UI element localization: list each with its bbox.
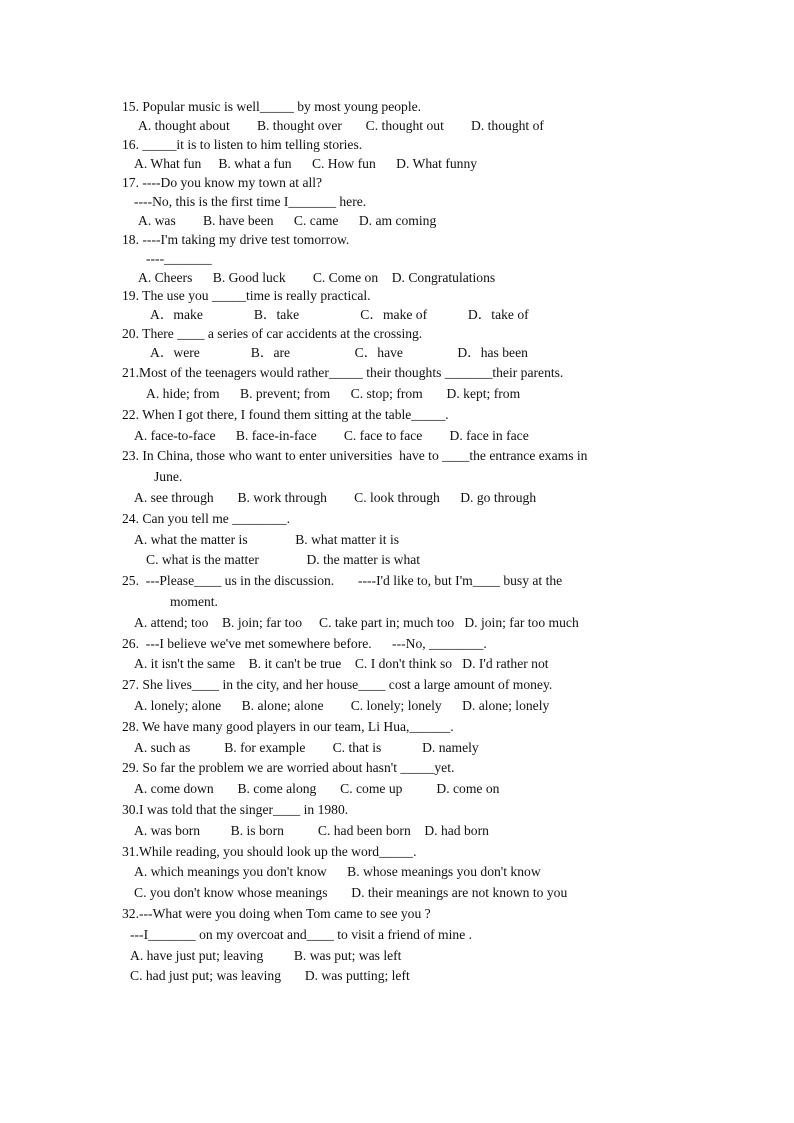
- question-16-options: A. What fun B. what a fun C. How fun D. What funny: [134, 156, 478, 171]
- question-17-response: ----No, this is the first time I_______ here.: [134, 194, 367, 209]
- question-31-stem: 31.While reading, you should look up the word_____.: [122, 844, 417, 859]
- question-32-response: ---I_______ on my overcoat and____ to visit a friend of mine .: [130, 927, 473, 942]
- question-18-response: ----_______: [146, 251, 212, 266]
- question-18-options: A. Cheers B. Good luck C. Come on D. Congratulations: [138, 270, 496, 285]
- question-22-options: A. face-to-face B. face-in-face C. face to face D. face in face: [134, 428, 529, 443]
- question-25-stem: 25. ---Please____ us in the discussion. ----I'd like to, but I'm____ busy at the: [122, 573, 563, 588]
- question-24-options-ab: A. what the matter is B. what matter it is: [134, 532, 400, 547]
- question-19-stem: 19. The use you _____time is really practical.: [122, 288, 371, 303]
- question-32-options-ab: A. have just put; leaving B. was put; was left: [130, 948, 402, 963]
- question-25-options: A. attend; too B. join; far too C. take part in; much too D. join; far too much: [134, 615, 579, 630]
- question-20-stem: 20. There ____ a series of car accidents at the crossing.: [122, 326, 423, 341]
- question-31-options-cd: C. you don't know whose meanings D. their meanings are not known to you: [134, 885, 568, 900]
- question-27-options: A. lonely; alone B. alone; alone C. lonely; lonely D. alone; lonely: [134, 698, 550, 713]
- question-23-stem: 23. In China, those who want to enter universities have to ____the entrance exams in: [122, 448, 588, 463]
- question-19-options: A．make B．take C．make of D．take of: [150, 307, 529, 322]
- question-20-options: A．were B．are C．have D．has been: [150, 345, 528, 360]
- question-28-stem: 28. We have many good players in our team, Li Hua,______.: [122, 719, 454, 734]
- question-22-stem: 22. When I got there, I found them sitting at the table_____.: [122, 407, 449, 422]
- question-30-options: A. was born B. is born C. had been born D. had born: [134, 823, 489, 838]
- question-29-stem: 29. So far the problem we are worried about hasn't _____yet.: [122, 760, 455, 775]
- question-15-options: A. thought about B. thought over C. thought out D. thought of: [138, 118, 544, 133]
- question-32-options-cd: C. had just put; was leaving D. was putting; left: [130, 968, 410, 983]
- question-17-stem: 17. ----Do you know my town at all?: [122, 175, 323, 190]
- question-17-options: A. was B. have been C. came D. am coming: [138, 213, 437, 228]
- question-25-stem-continued: moment.: [170, 594, 218, 609]
- question-32-stem: 32.---What were you doing when Tom came to see you ?: [122, 906, 431, 921]
- question-30-stem: 30.I was told that the singer____ in 1980.: [122, 802, 349, 817]
- question-31-options-ab: A. which meanings you don't know B. whose meanings you don't know: [134, 864, 541, 879]
- question-28-options: A. such as B. for example C. that is D. namely: [134, 740, 479, 755]
- question-23-stem-continued: June.: [154, 469, 183, 484]
- question-18-stem: 18. ----I'm taking my drive test tomorrow.: [122, 232, 350, 247]
- question-27-stem: 27. She lives____ in the city, and her house____ cost a large amount of money.: [122, 677, 553, 692]
- question-24-stem: 24. Can you tell me ________.: [122, 511, 291, 526]
- question-23-options: A. see through B. work through C. look through D. go through: [134, 490, 537, 505]
- question-29-options: A. come down B. come along C. come up D. come on: [134, 781, 500, 796]
- question-24-options-cd: C. what is the matter D. the matter is what: [146, 552, 421, 567]
- question-26-options: A. it isn't the same B. it can't be true C. I don't think so D. I'd rather not: [134, 656, 549, 671]
- question-26-stem: 26. ---I believe we've met somewhere before. ---No, ________.: [122, 636, 487, 651]
- question-21-options: A. hide; from B. prevent; from C. stop; from D. kept; from: [146, 386, 521, 401]
- question-21-stem: 21.Most of the teenagers would rather_____ their thoughts _______their parents.: [122, 365, 564, 380]
- question-15-stem: 15. Popular music is well_____ by most young people.: [122, 99, 422, 114]
- question-16-stem: 16. _____it is to listen to him telling stories.: [122, 137, 363, 152]
